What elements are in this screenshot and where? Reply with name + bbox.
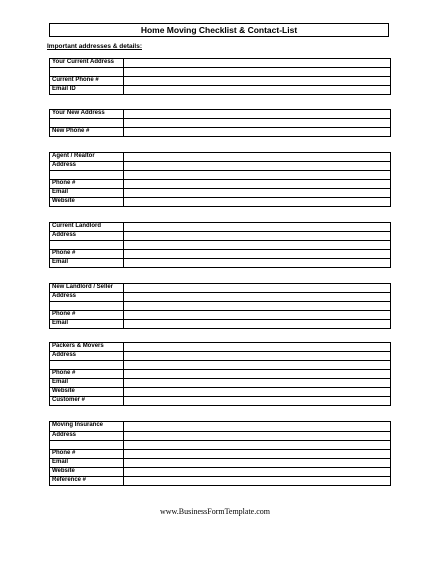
- field-label: Agent / Realtor: [50, 153, 124, 162]
- field-label: Phone #: [50, 450, 124, 459]
- form-row: [50, 459, 391, 468]
- field-label: Your New Address: [50, 110, 124, 119]
- field-label: Email: [50, 320, 124, 329]
- field-label: Customer #: [50, 397, 124, 406]
- field-label: [50, 119, 124, 128]
- form-row: [50, 77, 391, 86]
- field-label: Phone #: [50, 370, 124, 379]
- form-row: [50, 232, 391, 241]
- contact-section-table: [49, 421, 391, 486]
- field-value-cell[interactable]: [124, 180, 391, 189]
- form-row: [50, 153, 391, 162]
- field-value-cell[interactable]: [124, 459, 391, 468]
- field-value-cell[interactable]: [124, 422, 391, 432]
- field-value-cell[interactable]: [124, 68, 391, 77]
- form-row: [50, 320, 391, 329]
- contact-section-table: [49, 222, 391, 268]
- field-label: Current Landlord: [50, 223, 124, 232]
- field-label: Email: [50, 189, 124, 198]
- form-row: [50, 110, 391, 119]
- form-row: [50, 468, 391, 477]
- form-row: [50, 162, 391, 171]
- form-row: [50, 311, 391, 320]
- field-value-cell[interactable]: [124, 477, 391, 486]
- field-value-cell[interactable]: [124, 320, 391, 329]
- form-row: [50, 441, 391, 450]
- field-label: Phone #: [50, 180, 124, 189]
- field-label: Address: [50, 432, 124, 441]
- field-value-cell[interactable]: [124, 250, 391, 259]
- form-row: [50, 352, 391, 361]
- field-value-cell[interactable]: [124, 302, 391, 311]
- field-value-cell[interactable]: [124, 119, 391, 128]
- field-value-cell[interactable]: [124, 198, 391, 207]
- form-row: [50, 250, 391, 259]
- field-label: Email: [50, 379, 124, 388]
- form-row: [50, 432, 391, 441]
- field-value-cell[interactable]: [124, 59, 391, 68]
- field-value-cell[interactable]: [124, 162, 391, 171]
- field-label: Address: [50, 293, 124, 302]
- field-label: Phone #: [50, 311, 124, 320]
- contact-section-table: [49, 283, 391, 329]
- form-row: [50, 180, 391, 189]
- contact-section-table: [49, 152, 391, 207]
- field-label: Email: [50, 459, 124, 468]
- field-value-cell[interactable]: [124, 293, 391, 302]
- field-label: Address: [50, 352, 124, 361]
- field-value-cell[interactable]: [124, 77, 391, 86]
- field-label: Reference #: [50, 477, 124, 486]
- field-label: Email ID: [50, 86, 124, 95]
- field-value-cell[interactable]: [124, 352, 391, 361]
- form-row: [50, 284, 391, 293]
- field-label: New Landlord / Seller: [50, 284, 124, 293]
- form-row: [50, 293, 391, 302]
- field-value-cell[interactable]: [124, 379, 391, 388]
- field-value-cell[interactable]: [124, 311, 391, 320]
- form-row: [50, 59, 391, 68]
- footer-url: www.BusinessFormTemplate.com: [159, 507, 271, 516]
- field-value-cell[interactable]: [124, 432, 391, 441]
- form-row: [50, 189, 391, 198]
- field-label: Moving Insurance: [50, 422, 124, 432]
- field-label: Your Current Address: [50, 59, 124, 68]
- form-row: [50, 388, 391, 397]
- field-value-cell[interactable]: [124, 361, 391, 370]
- field-value-cell[interactable]: [124, 241, 391, 250]
- form-row: [50, 241, 391, 250]
- form-row: [50, 68, 391, 77]
- field-value-cell[interactable]: [124, 370, 391, 379]
- form-row: [50, 477, 391, 486]
- field-value-cell[interactable]: [124, 284, 391, 293]
- field-label: [50, 361, 124, 370]
- field-value-cell[interactable]: [124, 171, 391, 180]
- contact-section-table: [49, 109, 391, 137]
- field-value-cell[interactable]: [124, 468, 391, 477]
- form-row: [50, 128, 391, 137]
- form-row: [50, 361, 391, 370]
- form-row: [50, 343, 391, 352]
- field-value-cell[interactable]: [124, 232, 391, 241]
- field-label: New Phone #: [50, 128, 124, 137]
- field-label: Website: [50, 198, 124, 207]
- field-value-cell[interactable]: [124, 259, 391, 268]
- field-label: Phone #: [50, 250, 124, 259]
- form-title: Home Moving Checklist & Contact-List: [49, 23, 389, 37]
- form-row: [50, 171, 391, 180]
- field-label: Email: [50, 259, 124, 268]
- form-row: [50, 223, 391, 232]
- field-label: Address: [50, 162, 124, 171]
- form-row: [50, 379, 391, 388]
- field-label: Packers & Movers: [50, 343, 124, 352]
- field-value-cell[interactable]: [124, 450, 391, 459]
- field-label: [50, 241, 124, 250]
- section-subtitle: Important addresses & details:: [47, 43, 142, 50]
- field-value-cell[interactable]: [124, 441, 391, 450]
- field-label: [50, 441, 124, 450]
- field-value-cell[interactable]: [124, 223, 391, 232]
- field-value-cell[interactable]: [124, 388, 391, 397]
- form-row: [50, 450, 391, 459]
- field-value-cell[interactable]: [124, 189, 391, 198]
- field-value-cell[interactable]: [124, 86, 391, 95]
- field-label: Address: [50, 232, 124, 241]
- form-row: [50, 198, 391, 207]
- field-value-cell[interactable]: [124, 110, 391, 119]
- form-row: [50, 397, 391, 406]
- form-row: [50, 119, 391, 128]
- field-value-cell[interactable]: [124, 397, 391, 406]
- field-label: [50, 171, 124, 180]
- field-label: Current Phone #: [50, 77, 124, 86]
- field-label: Website: [50, 388, 124, 397]
- field-label: [50, 302, 124, 311]
- form-row: [50, 86, 391, 95]
- field-label: Website: [50, 468, 124, 477]
- field-value-cell[interactable]: [124, 343, 391, 352]
- form-row: [50, 422, 391, 432]
- form-row: [50, 302, 391, 311]
- contact-section-table: [49, 342, 391, 406]
- contact-section-table: [49, 58, 391, 95]
- field-value-cell[interactable]: [124, 128, 391, 137]
- form-row: [50, 259, 391, 268]
- form-row: [50, 370, 391, 379]
- field-label: [50, 68, 124, 77]
- field-value-cell[interactable]: [124, 153, 391, 162]
